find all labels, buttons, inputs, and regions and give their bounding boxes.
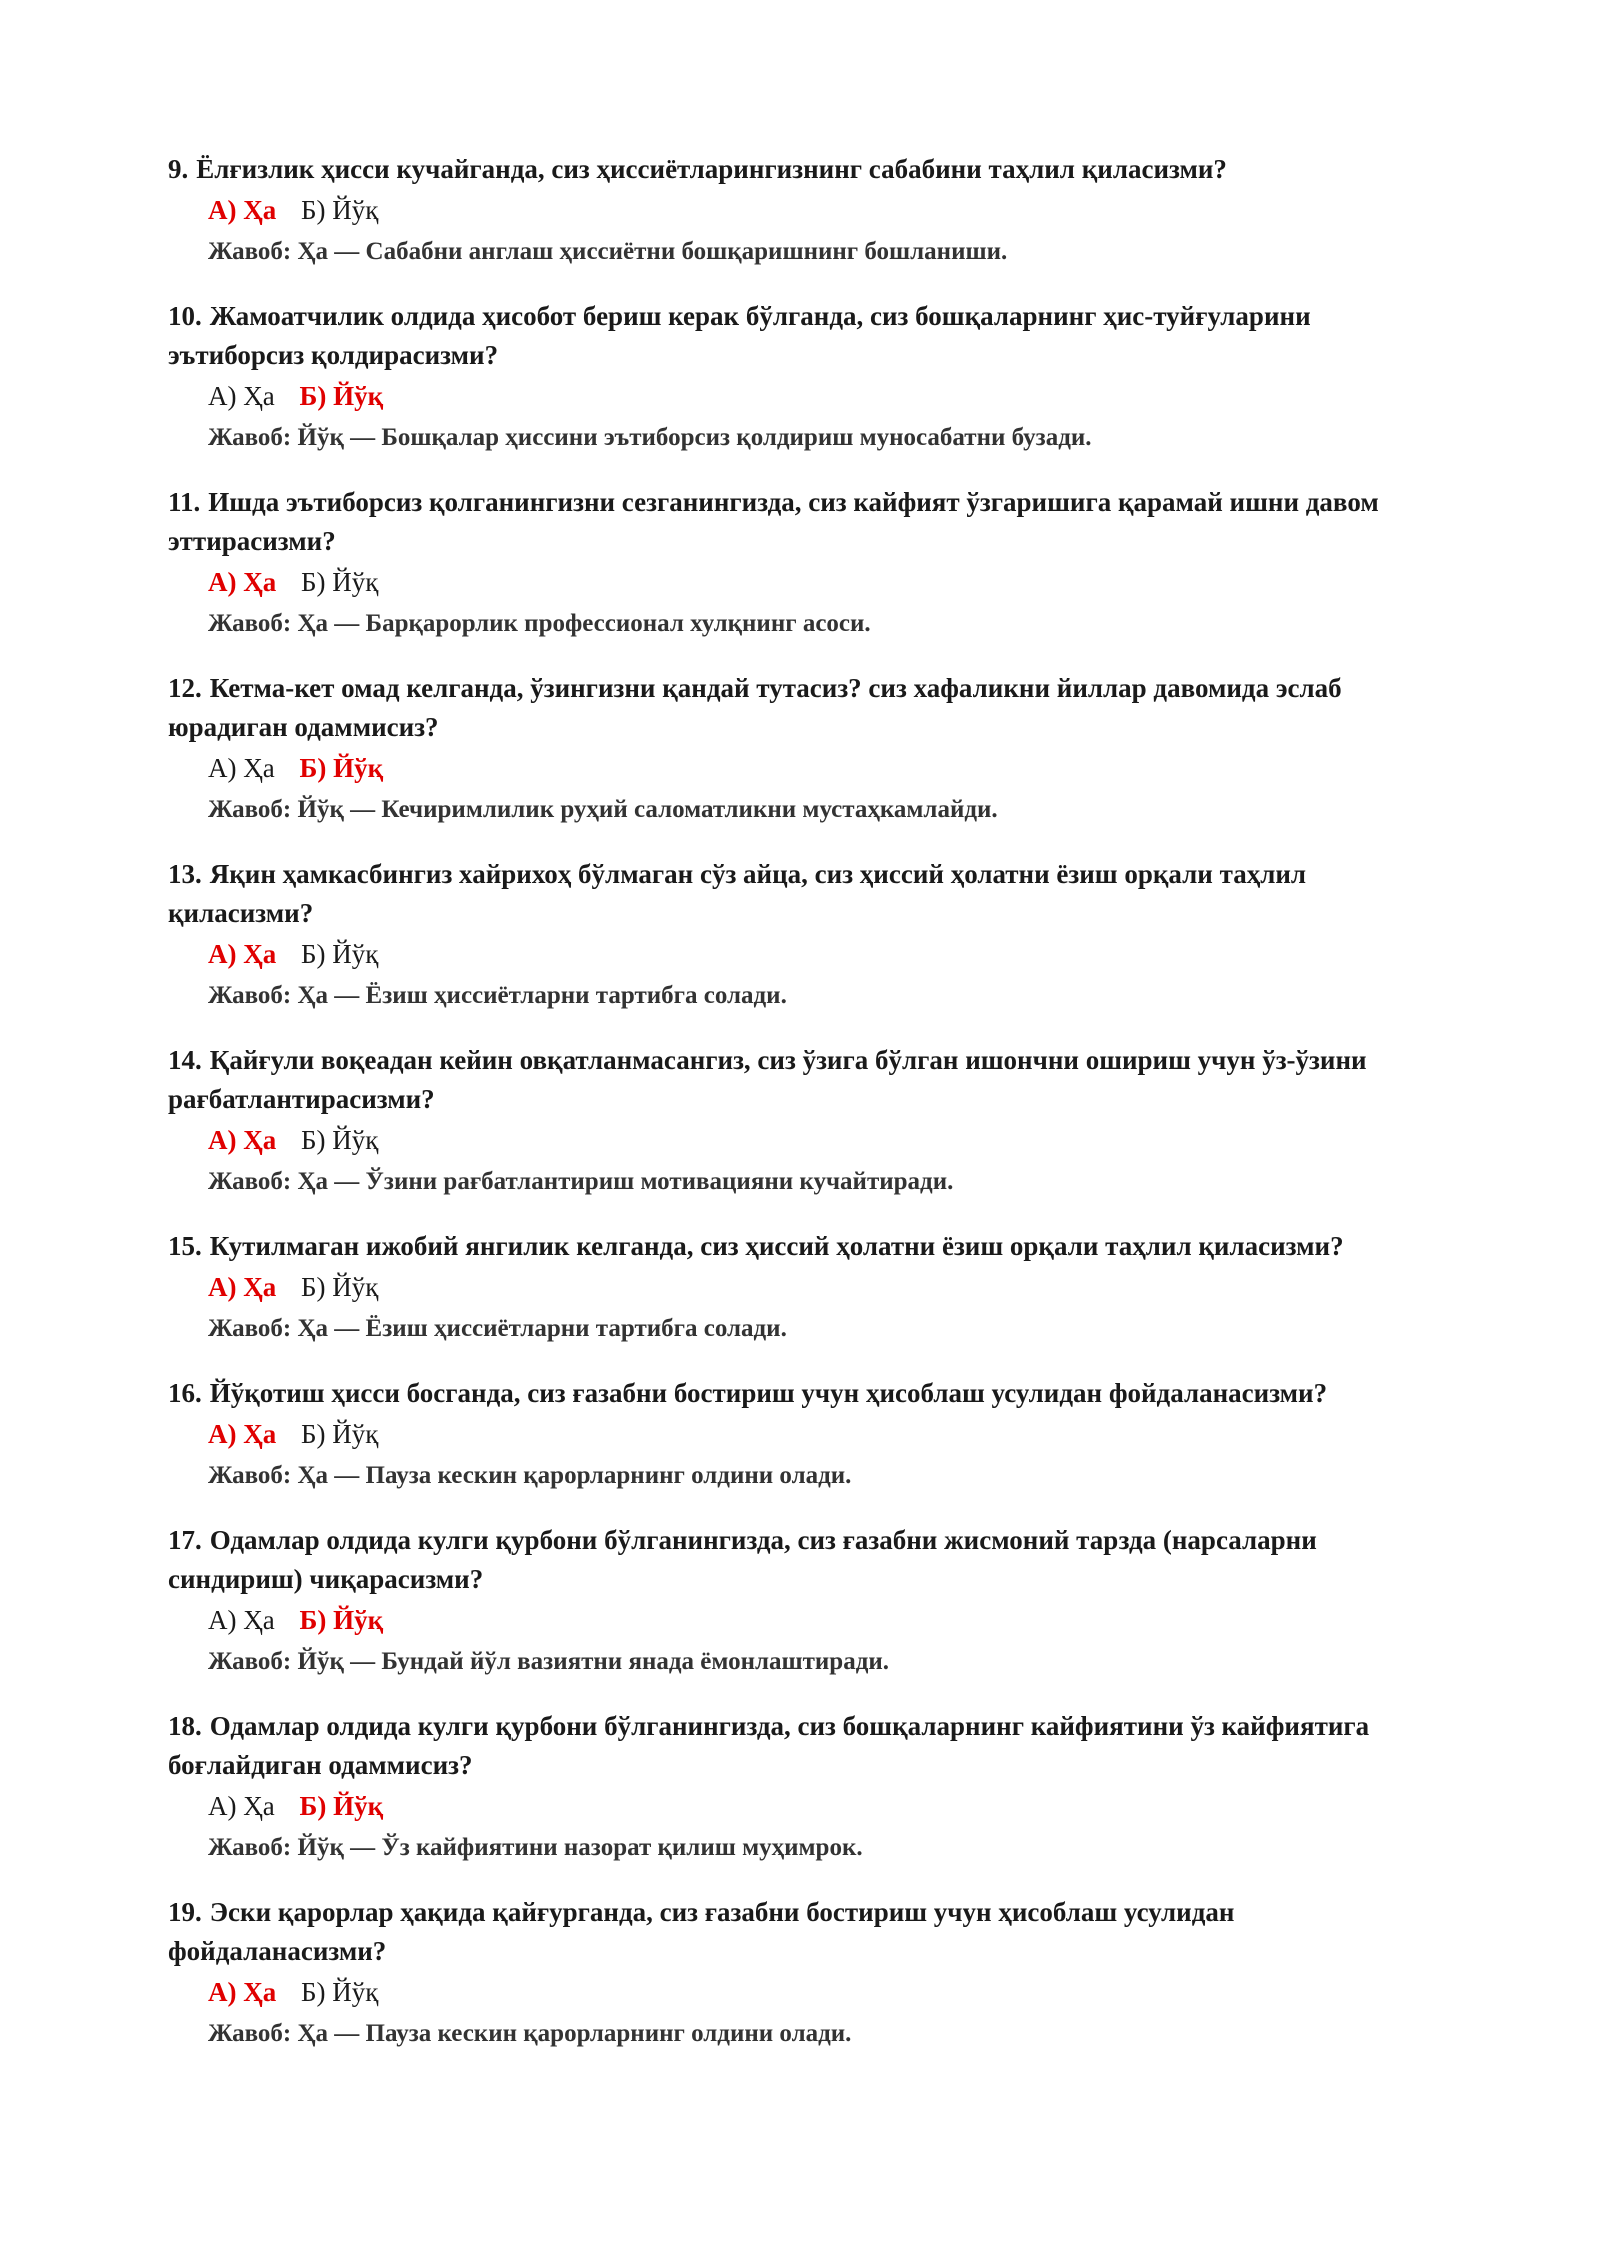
question-text xyxy=(168,483,1450,561)
option-b: Б) Йўқ xyxy=(299,1791,384,1821)
question-number: 13. xyxy=(168,859,202,889)
option-b: Б) Йўқ xyxy=(301,1419,379,1449)
answer-text: Жавоб: Йўқ — Бундай йўл вазиятни янада ёмонлаштиради. xyxy=(208,1648,890,1675)
question-item xyxy=(168,1521,1450,1681)
answer-text: Жавоб: Ҳа — Ёзиш ҳиссиётларни тартибга солади. xyxy=(208,982,787,1009)
answer-text: Жавоб: Ҳа — Ўзини рағбатлантириш мотивацияни кучайтиради. xyxy=(208,1168,954,1195)
question-text xyxy=(168,855,1450,933)
question-text xyxy=(168,669,1450,747)
option-a: А) Ҳа xyxy=(208,753,275,783)
option-b: Б) Йўқ xyxy=(301,195,379,225)
answer-text: Жавоб: Ҳа — Барқарорлик профессионал хулқнинг асоси. xyxy=(208,610,871,637)
question-text xyxy=(168,1227,1450,1266)
question-item xyxy=(168,855,1450,1015)
question-body: Жамоатчилик олдида ҳисобот бериш керак бўлганда, сиз бошқаларнинг ҳис-туйғуларини эътиборсиз қолдирасизми? xyxy=(168,301,1311,370)
option-b: Б) Йўқ xyxy=(299,381,384,411)
question-options xyxy=(208,935,1450,974)
answer-text: Жавоб: Ҳа — Пауза кескин қарорларнинг олдини олади. xyxy=(208,2020,852,2047)
question-body: Кутилмаган ижобий янгилик келганда, сиз ҳиссий ҳолатни ёзиш орқали таҳлил қиласизми? xyxy=(209,1231,1344,1261)
question-options xyxy=(208,1787,1450,1826)
option-a: А) Ҳа xyxy=(208,1977,277,2007)
question-body: Қайғули воқеадан кейин овқатланмасангиз, сиз ўзига бўлган ишончни ошириш учун ўз-ўзини рағбатлантирасизми? xyxy=(168,1045,1367,1114)
question-number: 16. xyxy=(168,1378,202,1408)
question-options xyxy=(208,1415,1450,1454)
option-a: А) Ҳа xyxy=(208,567,277,597)
question-item xyxy=(168,1041,1450,1201)
question-item xyxy=(168,669,1450,829)
question-options xyxy=(208,1121,1450,1160)
question-text xyxy=(168,1893,1450,1971)
question-body: Кетма-кет омад келганда, ўзингизни қандай тутасиз? сиз хафаликни йиллар давомида эслаб юрадиган одаммисиз? xyxy=(168,673,1342,742)
question-text xyxy=(168,1041,1450,1119)
question-item xyxy=(168,1374,1450,1495)
question-number: 19. xyxy=(168,1897,202,1927)
question-options xyxy=(208,1601,1450,1640)
option-b: Б) Йўқ xyxy=(301,939,379,969)
answer-text: Жавоб: Йўқ — Ўз кайфиятини назорат қилиш муҳимрок. xyxy=(208,1834,863,1861)
option-a: А) Ҳа xyxy=(208,1419,277,1449)
option-a: А) Ҳа xyxy=(208,381,275,411)
question-number: 10. xyxy=(168,301,202,331)
question-options xyxy=(208,191,1450,230)
option-a: А) Ҳа xyxy=(208,1125,277,1155)
answer-text: Жавоб: Йўқ — Бошқалар ҳиссини эътиборсиз қолдириш муносабатни бузади. xyxy=(208,424,1092,451)
question-body: Ёлғизлик ҳисси кучайганда, сиз ҳиссиётларингизнинг сабабини таҳлил қиласизми? xyxy=(196,154,1227,184)
question-item xyxy=(168,483,1450,643)
option-b: Б) Йўқ xyxy=(299,753,384,783)
option-a: А) Ҳа xyxy=(208,1791,275,1821)
answer-text: Жавоб: Йўқ — Кечиримлилик руҳий саломатликни мустаҳкамлайди. xyxy=(208,796,998,823)
question-number: 9. xyxy=(168,154,189,184)
question-number: 15. xyxy=(168,1231,202,1261)
option-a: А) Ҳа xyxy=(208,1605,275,1635)
question-number: 18. xyxy=(168,1711,202,1741)
question-options xyxy=(208,377,1450,416)
question-number: 11. xyxy=(168,487,201,517)
question-body: Яқин ҳамкасбингиз хайрихоҳ бўлмаган сўз айца, сиз ҳиссий ҳолатни ёзиш орқали таҳлил қиласизми? xyxy=(168,859,1307,928)
question-options xyxy=(208,749,1450,788)
answer-text: Жавоб: Ҳа — Ёзиш ҳиссиётларни тартибга солади. xyxy=(208,1315,787,1342)
question-item xyxy=(168,1707,1450,1867)
question-body: Одамлар олдида кулги қурбони бўлганингизда, сиз бошқаларнинг кайфиятини ўз кайфиятига боғлайдиган одаммисиз? xyxy=(168,1711,1370,1780)
question-body: Ишда эътиборсиз қолганингизни сезганингизда, сиз кайфият ўзгаришига қарамай ишни давом эттирасизми? xyxy=(168,487,1379,556)
option-b: Б) Йўқ xyxy=(299,1605,384,1635)
option-b: Б) Йўқ xyxy=(301,1977,379,2007)
question-item xyxy=(168,1893,1450,2053)
question-body: Одамлар олдида кулги қурбони бўлганингизда, сиз ғазабни жисмоний тарзда (нарсаларни синдириш) чиқарасизми? xyxy=(168,1525,1317,1594)
option-b: Б) Йўқ xyxy=(301,1125,379,1155)
question-number: 14. xyxy=(168,1045,202,1075)
option-b: Б) Йўқ xyxy=(301,567,379,597)
question-body: Йўқотиш ҳисси босганда, сиз ғазабни бостириш учун ҳисоблаш усулидан фойдаланасизми? xyxy=(209,1378,1328,1408)
question-options xyxy=(208,563,1450,602)
question-item xyxy=(168,150,1450,271)
option-a: А) Ҳа xyxy=(208,1272,277,1302)
question-text xyxy=(168,150,1450,189)
question-options xyxy=(208,1268,1450,1307)
question-body: Эски қарорлар ҳақида қайғурганда, сиз ғазабни бостириш учун ҳисоблаш усулидан фойдаланасизми? xyxy=(168,1897,1235,1966)
question-text xyxy=(168,1707,1450,1785)
question-number: 12. xyxy=(168,673,202,703)
question-number: 17. xyxy=(168,1525,202,1555)
question-item xyxy=(168,297,1450,457)
option-a: А) Ҳа xyxy=(208,195,277,225)
question-text xyxy=(168,297,1450,375)
question-text xyxy=(168,1374,1450,1413)
question-text xyxy=(168,1521,1450,1599)
answer-text: Жавоб: Ҳа — Сабабни англаш ҳиссиётни бошқаришнинг бошланиши. xyxy=(208,238,1008,265)
question-options xyxy=(208,1973,1450,2012)
question-item xyxy=(168,1227,1450,1348)
option-a: А) Ҳа xyxy=(208,939,277,969)
option-b: Б) Йўқ xyxy=(301,1272,379,1302)
answer-text: Жавоб: Ҳа — Пауза кескин қарорларнинг олдини олади. xyxy=(208,1462,852,1489)
